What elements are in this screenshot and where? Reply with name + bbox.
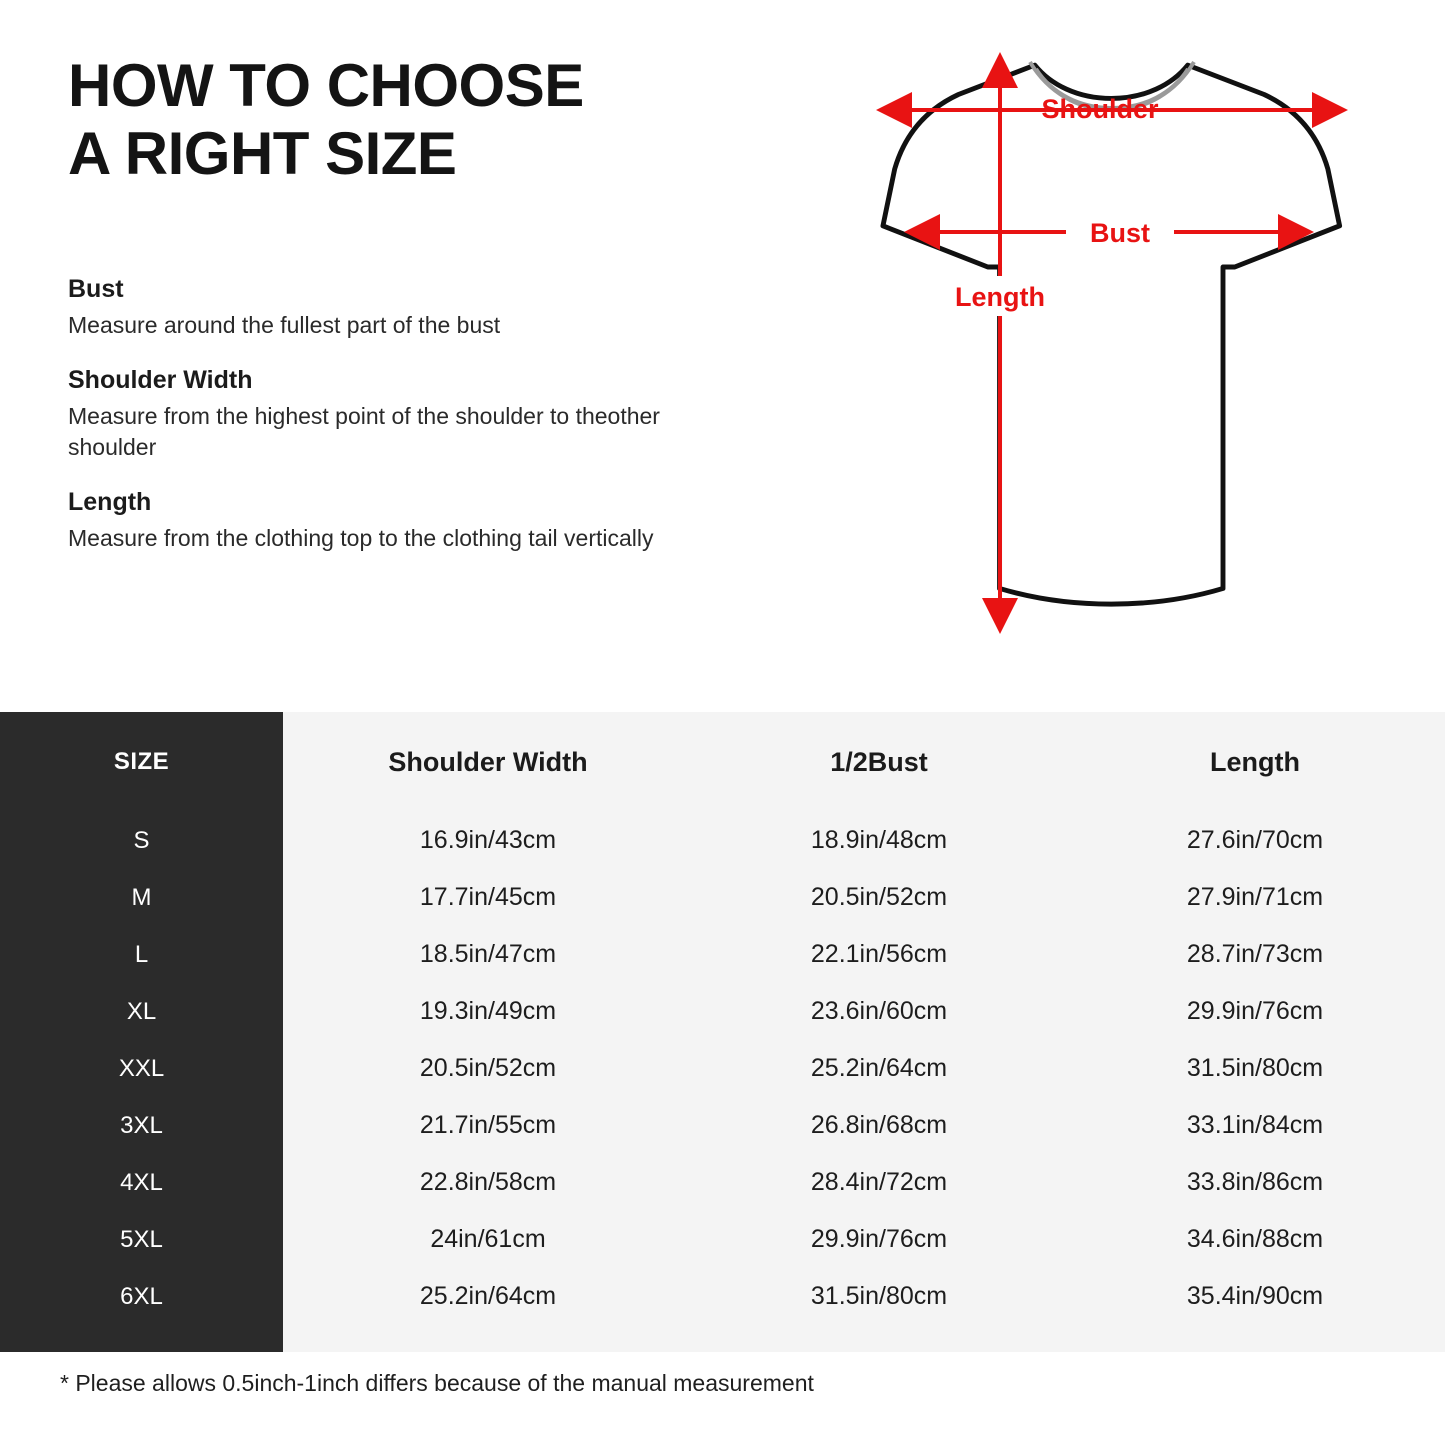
cell-size: XXL xyxy=(118,1054,165,1082)
table-row xyxy=(0,926,1445,983)
definition-desc-bust: Measure around the fullest part of the bust xyxy=(68,312,501,338)
cell-shoulder-width: 18.5in/47cm xyxy=(419,940,557,968)
table-row xyxy=(0,1268,1445,1325)
cell-size: M xyxy=(131,883,152,911)
definition-desc-shoulder-width: Measure from the highest point of the shoulder to theother shoulder xyxy=(68,403,660,460)
cell-shoulder-width: 19.3in/49cm xyxy=(419,997,557,1025)
measurement-disclaimer: * Please allows 0.5inch-1inch differs because of the manual measurement xyxy=(60,1370,814,1396)
table-row xyxy=(0,1097,1445,1154)
definition-term-length: Length xyxy=(68,488,152,517)
cell-half-bust: 25.2in/64cm xyxy=(810,1054,948,1082)
cell-length: 34.6in/88cm xyxy=(1186,1225,1324,1253)
column-header-half-bust: 1/2Bust xyxy=(830,746,928,777)
cell-shoulder-width: 16.9in/43cm xyxy=(419,826,557,854)
cell-size: 3XL xyxy=(120,1111,163,1139)
cell-length: 33.8in/86cm xyxy=(1186,1168,1324,1196)
cell-shoulder-width: 20.5in/52cm xyxy=(419,1054,557,1082)
cell-size: S xyxy=(133,826,150,854)
definition-desc-length: Measure from the clothing top to the clothing tail vertically xyxy=(68,525,654,552)
cell-size: L xyxy=(134,940,149,968)
table-row xyxy=(0,1040,1445,1097)
column-header-shoulder-width: Shoulder Width xyxy=(388,746,588,777)
cell-half-bust: 18.9in/48cm xyxy=(810,826,948,854)
cell-length: 35.4in/90cm xyxy=(1186,1282,1324,1310)
size-table xyxy=(0,712,1445,1325)
page-title: HOW TO CHOOSE A RIGHT SIZE xyxy=(68,52,584,188)
cell-size: 6XL xyxy=(120,1282,163,1310)
cell-half-bust: 31.5in/80cm xyxy=(810,1282,948,1310)
cell-length: 29.9in/76cm xyxy=(1186,997,1324,1025)
cell-length: 27.9in/71cm xyxy=(1186,883,1324,911)
tshirt-outline xyxy=(883,65,1340,604)
cell-length: 27.6in/70cm xyxy=(1186,826,1324,854)
cell-shoulder-width: 22.8in/58cm xyxy=(419,1168,557,1196)
cell-size: 5XL xyxy=(120,1225,163,1253)
definition-term-shoulder-width: Shoulder Width xyxy=(68,366,253,395)
cell-half-bust: 28.4in/72cm xyxy=(810,1168,948,1196)
cell-shoulder-width: 17.7in/45cm xyxy=(419,883,557,911)
cell-shoulder-width: 24in/61cm xyxy=(430,1225,546,1253)
table-row xyxy=(0,1154,1445,1211)
tshirt-measurement-diagram xyxy=(730,40,1390,670)
cell-size: 4XL xyxy=(120,1168,163,1196)
cell-length: 33.1in/84cm xyxy=(1186,1111,1324,1139)
table-header-row xyxy=(0,712,1445,812)
cell-length: 28.7in/73cm xyxy=(1186,940,1324,968)
measurement-definitions xyxy=(68,275,708,553)
table-row xyxy=(0,869,1445,926)
column-header-length: Length xyxy=(1210,746,1300,777)
table-row xyxy=(0,1211,1445,1268)
cell-length: 31.5in/80cm xyxy=(1186,1054,1324,1082)
cell-half-bust: 26.8in/68cm xyxy=(810,1111,948,1139)
cell-half-bust: 23.6in/60cm xyxy=(810,997,948,1025)
cell-shoulder-width: 25.2in/64cm xyxy=(419,1282,557,1310)
intro-section xyxy=(0,0,1445,700)
table-row xyxy=(0,983,1445,1040)
bust-label: Bust xyxy=(1090,218,1150,248)
size-table-section xyxy=(0,712,1445,1352)
cell-shoulder-width: 21.7in/55cm xyxy=(419,1111,557,1139)
length-label: Length xyxy=(955,282,1045,312)
definition-term-bust: Bust xyxy=(68,275,124,303)
cell-size: XL xyxy=(126,997,157,1025)
cell-half-bust: 22.1in/56cm xyxy=(810,940,948,968)
cell-half-bust: 29.9in/76cm xyxy=(810,1225,948,1253)
shoulder-label: Shoulder xyxy=(1041,94,1159,124)
cell-half-bust: 20.5in/52cm xyxy=(810,883,948,911)
table-row xyxy=(0,812,1445,869)
column-header-size: SIZE xyxy=(113,748,170,775)
